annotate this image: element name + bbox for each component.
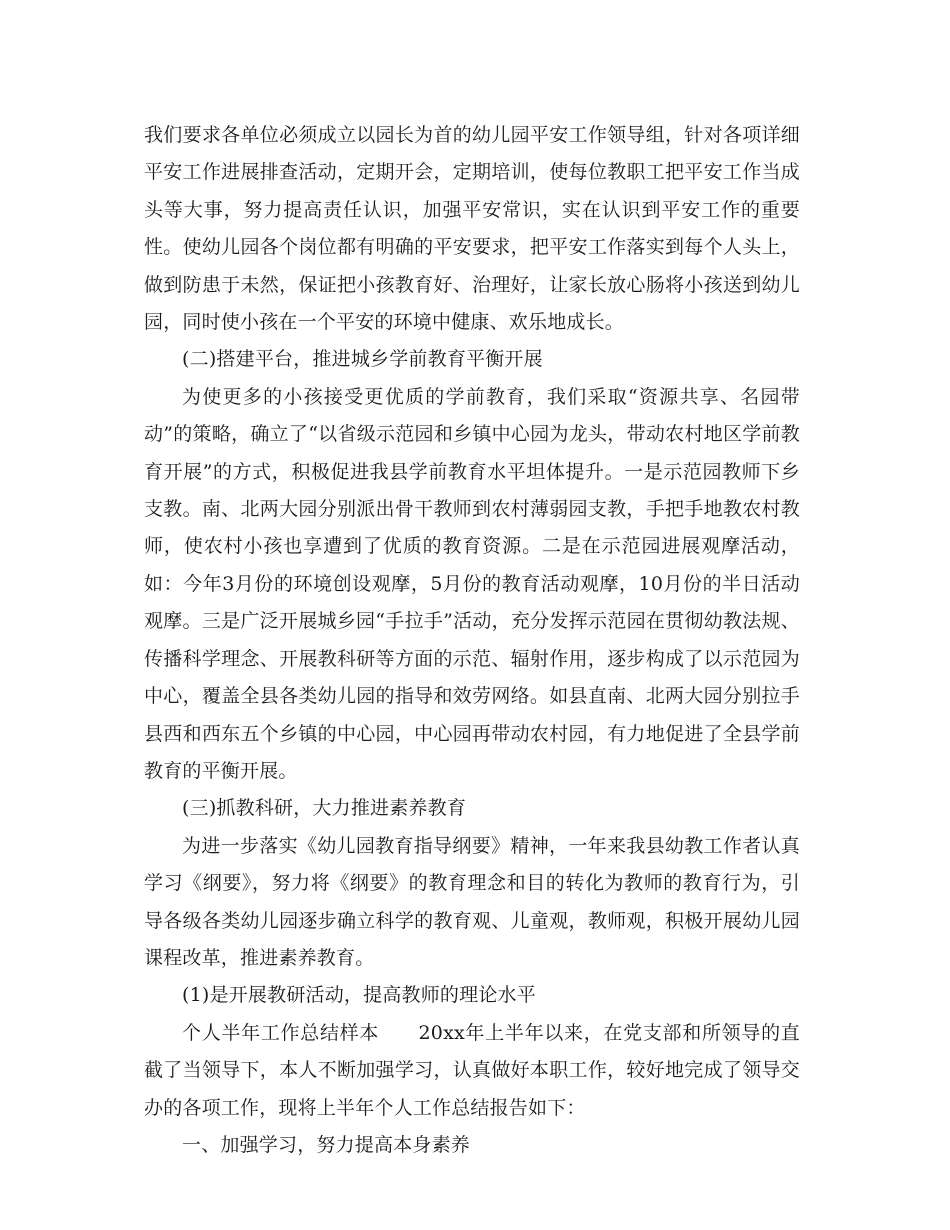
section-heading-platform: (二)搭建平台，推进城乡学前教育平衡开展 xyxy=(182,348,543,371)
section-heading-research: (三)抓教科研，大力推进素养教育 xyxy=(182,797,467,820)
paragraph-half-year-summary: 个人半年工作总结样本 20xx年上半年以来，在党支部和所领导的直截了当领导下，本人不断加强学习，认真做好本职工作，较好地完成了领导交办的各项工作，现将上半年个人工作总结报告如下： xyxy=(144,1021,800,1119)
document-body xyxy=(144,117,800,1164)
paragraph-resource-sharing: 为使更多的小孩接受更优质的学前教育，我们采取“资源共享、名园带动”的策略，确立了“以省级示范园和乡镇中心园为龙头，带动农村地区学前教育开展”的方式，积极促进我县学前教育水平坦体提升。一是示范园教师下乡支教。南、北两大园分别派出骨干教师到农村薄弱园支教，手把手地教农村教师，使农村小孩也享遭到了优质的教育资源。二是在示范园进展观摩活动，如：今年3月份的环境创设观摩，5月份的教育活动观摩，10月份的半日活动观摩。三是广泛开展城乡园“手拉手”活动，充分发挥示范园在贯彻幼教法规、传播科学理念、开展教科研等方面的示范、辐射作用，逐步构成了以示范园为中心，覆盖全县各类幼儿园的指导和效劳网络。如县直南、北两大园分别拉手县西和西东五个乡镇的中心园，中心园再带动农村园，有力地促进了全县学前教育的平衡开展。 xyxy=(144,385,800,782)
subsection-heading-teaching-research: (1)是开展教研活动，提高教师的理论水平 xyxy=(182,984,536,1007)
section-heading-study: 一、加强学习，努力提高本身素养 xyxy=(182,1133,471,1156)
paragraph-guideline: 为进一步落实《幼儿园教育指导纲要》精神，一年来我县幼教工作者认真学习《纲要》，努力将《纲要》的教育理念和目的转化为教师的教育行为，引导各级各类幼儿园逐步确立科学的教育观、儿童观，教师观，积极开展幼儿园课程改革，推进素养教育。 xyxy=(144,834,800,969)
paragraph-safety-leadership: 我们要求各单位必须成立以园长为首的幼儿园平安工作领导组，针对各项详细平安工作进展排查活动，定期开会，定期培训，使每位教职工把平安工作当成头等大事，努力提高责任认识，加强平安常识，实在认识到平安工作的重要性。使幼儿园各个岗位都有明确的平安要求，把平安工作落实到每个人头上，做到防患于未然，保证把小孩教育好、治理好，让家长放心肠将小孩送到幼儿园，同时使小孩在一个平安的环境中健康、欢乐地成长。 xyxy=(144,124,800,334)
